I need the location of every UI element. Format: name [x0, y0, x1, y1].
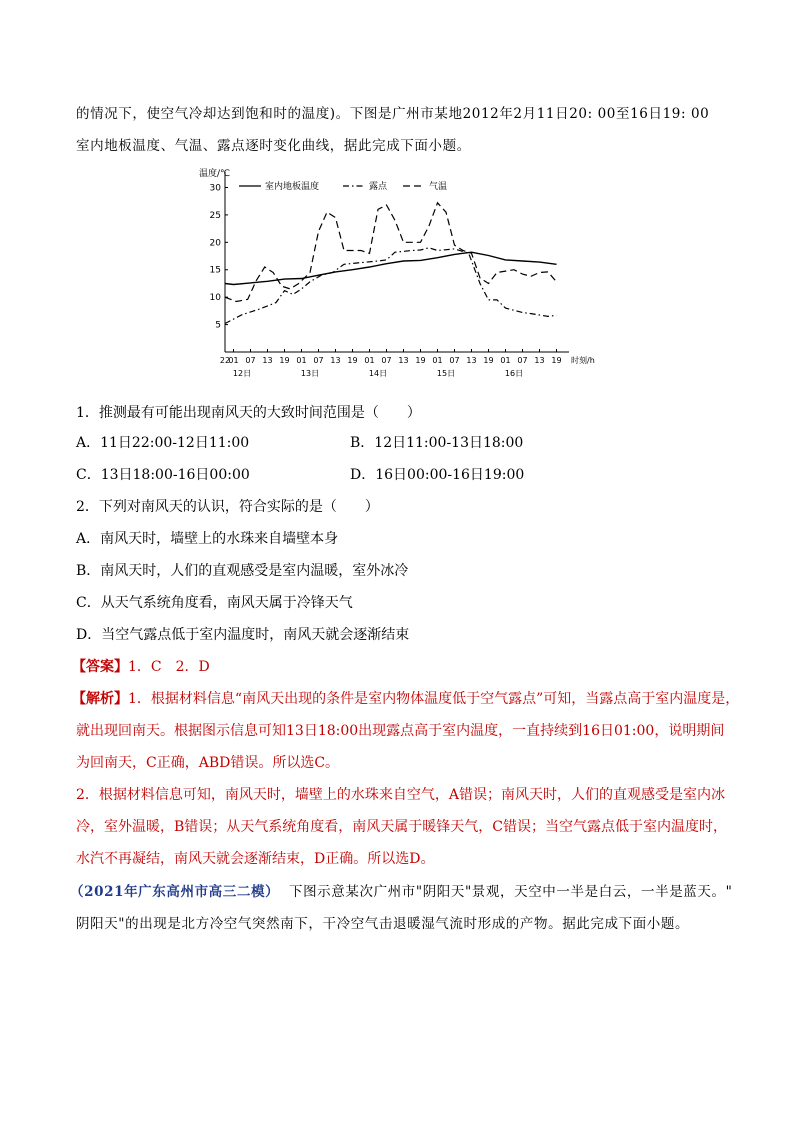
- x-tick-label: 19: [551, 356, 562, 365]
- x-axis-label: 时刻/h: [571, 356, 595, 365]
- y-tick-label: 5: [215, 320, 221, 331]
- day-label: 16日: [504, 369, 524, 378]
- analysis-label: 【解析】: [72, 691, 128, 707]
- intro-line-2: 室内地板温度、气温、露点逐时变化曲线，据此完成下面小题。: [76, 138, 471, 154]
- intro-line-1: 的情况下，使空气冷却达到饱和时的温度)。下图是广州市某地2012年2月11日20: 00至16日19: 00: [76, 106, 710, 122]
- analysis-p1-line3: 为回南天，C正确，ABD错误。所以选C。: [76, 755, 340, 771]
- answer-text: 1．C 2．D: [128, 659, 210, 675]
- q1-option-d: D．16日00:00-16日19:00: [350, 467, 525, 483]
- x-tick-label: 13: [398, 356, 409, 365]
- series-line-0: [225, 252, 557, 284]
- next-intro-line1: [70, 880, 732, 900]
- q2-option-b: B．南风天时，人们的直观感受是室内温暖，室外冰冷: [76, 563, 409, 579]
- x-tick-label: 13: [262, 356, 273, 365]
- analysis-p1-line1-text: 1．根据材料信息“南风天出现的条件是室内物体温度低于空气露点”可知，当露点高于室内温度是，: [128, 691, 740, 707]
- x-tick-label: 13: [330, 356, 341, 365]
- q1-option-b: B．12日11:00-13日18:00: [350, 435, 524, 451]
- x-tick-label: 19: [415, 356, 426, 365]
- q1-option-a: A．11日22:00-12日11:00: [76, 435, 250, 451]
- next-intro-line1-text: 下图示意某次广州市"阴阳天"景观，天空中一半是白云，一半是蓝天。": [288, 884, 733, 900]
- x-tick-label: 07: [313, 356, 324, 365]
- x-tick-label: 07: [381, 356, 392, 365]
- legend-label: 室内地板温度: [265, 182, 320, 192]
- x-tick-label: 07: [517, 356, 528, 365]
- x-tick-label: 01: [432, 356, 443, 365]
- x-tick-label: 19: [347, 356, 358, 365]
- q1-option-c: C．13日18:00-16日00:00: [76, 467, 250, 483]
- answer-label: 【答案】: [72, 659, 128, 675]
- legend-label: 露点: [369, 182, 388, 192]
- x-tick-label: 13: [534, 356, 545, 365]
- answer-row: [72, 656, 210, 676]
- x-tick-label: 19: [279, 356, 290, 365]
- q2-stem: 2．下列对南风天的认识，符合实际的是（ ）: [76, 499, 379, 515]
- q2-option-c: C．从天气系统角度看，南风天属于冷锋天气: [76, 595, 353, 611]
- y-axis-label: 温度/℃: [199, 169, 231, 179]
- analysis-p1-line1: [72, 688, 739, 708]
- x-tick-label: 01: [296, 356, 307, 365]
- q2-option-d: D．当空气露点低于室内温度时，南风天就会逐渐结束: [76, 627, 410, 643]
- series-line-1: [225, 248, 557, 324]
- analysis-p2-line3: 水汽不再凝结，南风天就会逐渐结束，D正确。所以选D。: [76, 851, 435, 867]
- q2-option-a: A．南风天时，墙壁上的水珠来自墙壁本身: [76, 531, 339, 547]
- temperature-chart: [195, 162, 605, 384]
- x-tick-label: 01: [364, 356, 375, 365]
- y-tick-label: 20: [209, 238, 221, 249]
- day-label: 15日: [436, 369, 456, 378]
- y-tick-label: 25: [209, 210, 221, 221]
- x-tick-label: 07: [449, 356, 460, 365]
- analysis-p1-line2: 就出现回南天。根据图示信息可知13日18:00出现露点高于室内温度，一直持续到16日01:00，说明期间: [76, 723, 725, 739]
- y-tick-label: 15: [209, 265, 221, 276]
- y-tick-label: 30: [209, 183, 221, 194]
- x-tick-label: 13: [466, 356, 477, 365]
- x-tick-label: 01: [228, 356, 239, 365]
- q1-stem: 1．推测最有可能出现南风天的大致时间范围是（ ）: [76, 405, 421, 421]
- x-tick-label: 07: [245, 356, 256, 365]
- analysis-p2-line2: 冷，室外温暖，B错误；从天气系统角度看，南风天属于暖锋天气，C错误；当空气露点低于室内温度时，: [76, 819, 727, 835]
- y-tick-label: 10: [209, 293, 221, 304]
- x-tick-label: 22: [219, 356, 231, 365]
- next-intro-line2: 阴阳天"的出现是北方冷空气突然南下，干冷空气击退暖湿气流时形成的产物。据此完成下面小题。: [76, 916, 690, 932]
- series-line-2: [225, 203, 557, 302]
- x-tick-label: 19: [483, 356, 494, 365]
- x-tick-label: 01: [500, 356, 511, 365]
- legend-label: 气温: [429, 182, 448, 192]
- analysis-p2-line1: 2．根据材料信息可知，南风天时，墙壁上的水珠来自空气，A错误；南风天时，人们的直观感受是室内冰: [76, 787, 726, 803]
- day-label: 14日: [368, 369, 388, 378]
- source-tag: （2021年广东高州市高三二模）: [70, 884, 280, 900]
- day-label: 13日: [300, 369, 320, 378]
- day-label: 12日: [232, 369, 252, 378]
